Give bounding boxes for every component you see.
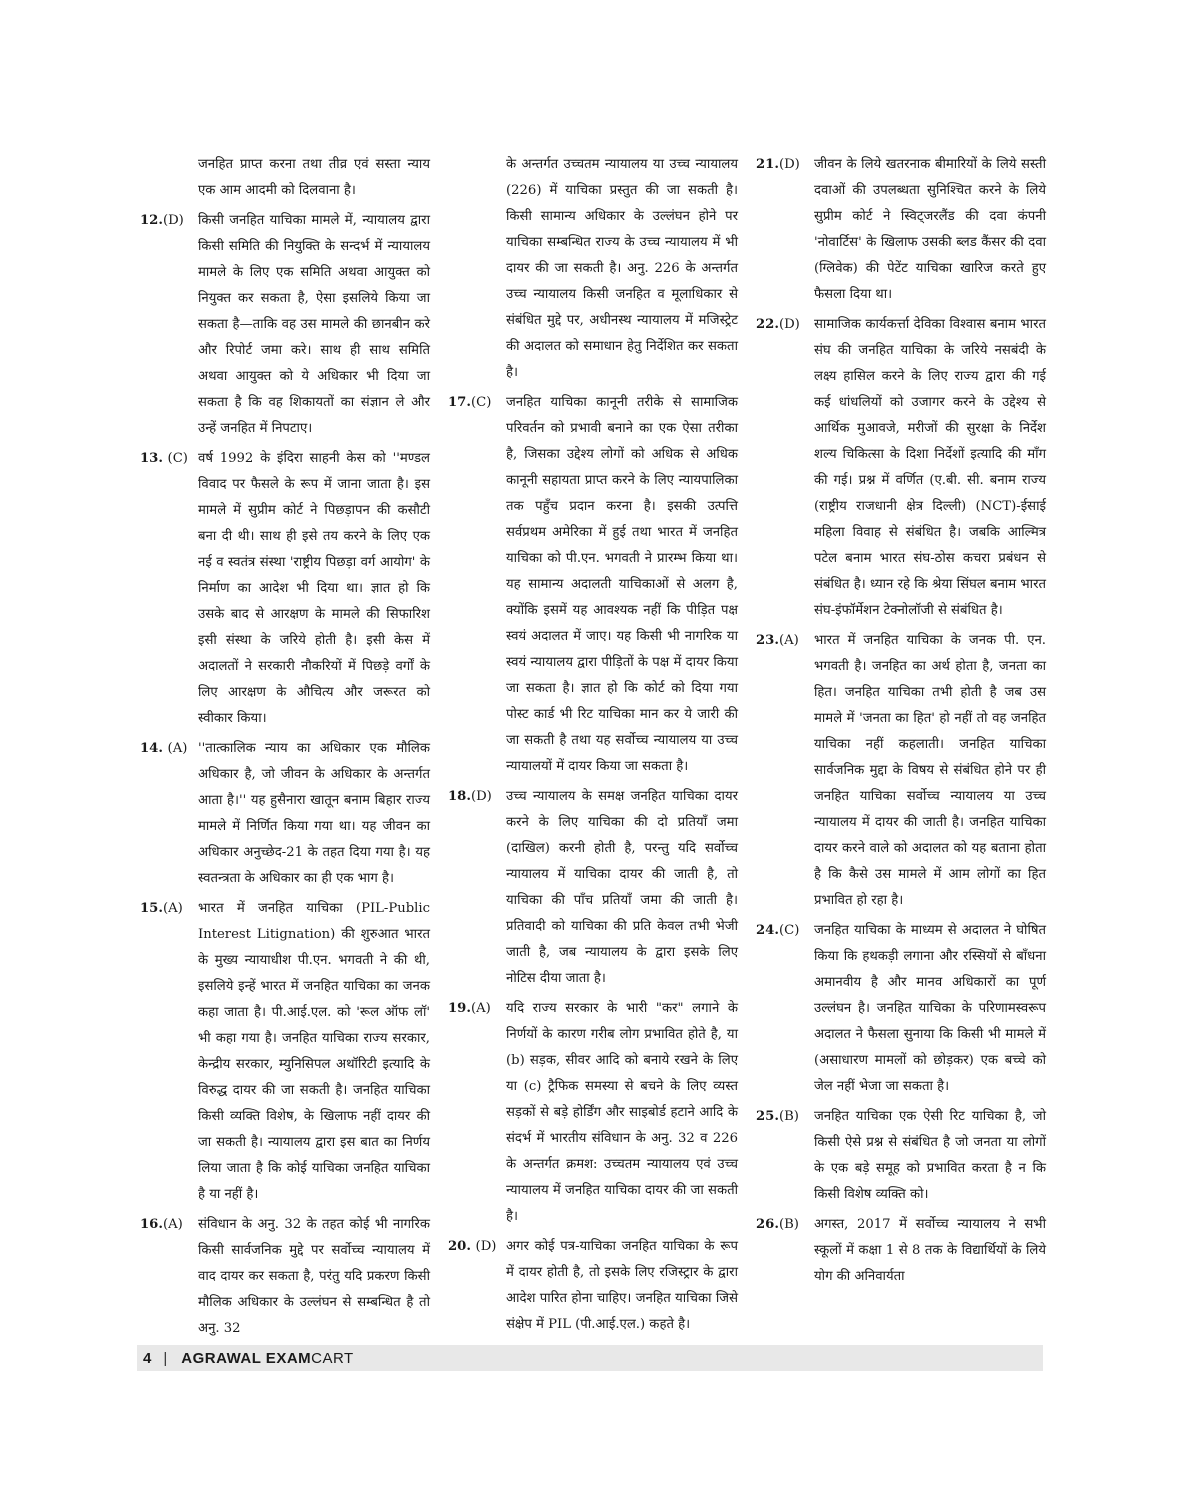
page-footer [137, 1345, 1043, 1371]
answer-explanation: जीवन के लिये खतरनाक बीमारियों के लिये सस्ती दवाओं की उपलब्धता सुनिश्चित करने के लिये सुप्रीम कोर्ट ने स्विट्जरलैंड की दवा कंपनी 'नोवार्टिस' के खिलाफ उसकी ब्लड कैंसर की दवा (ग्लिवेक) की पेटेंट याचिका खारिज करते हुए फैसला दिया था। [814, 157, 1046, 302]
answer-explanation: जनहित याचिका एक ऐसी रिट याचिका है, जो किसी ऐसे प्रश्न से संबंधित है जो जनता या लोगों के एक बड़े समूह को प्रभावित करता है न कि किसी विशेष व्यक्ति को। [814, 1109, 1046, 1202]
answer-number: 15.(A) [140, 901, 183, 916]
answer-explanation: सामाजिक कार्यकर्त्ता देविका विश्वास बनाम भारत संघ की जनहित याचिका के जरिये नसबंदी के लक्ष्य हासिल करने के लिए राज्य द्वारा की गई कई धांधलियों को उजागर करने के उद्देश्य से आर्थिक मुआवजे, मरीजों की सुरक्षा के निर्देश शल्य चिकित्सा के दिशा निर्देशों इत्यादि की माँग की गई। प्रश्न में वर्णित (ए.बी. सी. बनाम राज्य (राष्ट्रीय राजधानी क्षेत्र दिल्ली) (NCT)-ईसाई महिला विवाह से संबंधित है। जबकि आल्मित्र पटेल बनाम भारत संघ-ठोस कचरा प्रबंधन से संबंधित है। ध्यान रहे कि श्रेया सिंघल बनाम भारत संघ-इंफॉर्मेशन टेक्नोलॉजी से संबंधित है। [814, 317, 1046, 618]
answer-number: 25.(B) [756, 1109, 799, 1124]
answer-number: 23.(A) [756, 633, 799, 648]
answer-explanation: यदि राज्य सरकार के भारी "कर" लगाने के निर्णयों के कारण गरीब लोग प्रभावित होते है, या (b) सड़क, सीवर आदि को बनाये रखने के लिए या (c) ट्रैफिक समस्या से बचने के लिए व्यस्त सड़कों से बड़े होर्डिंग और साइबोर्ड हटाने आदि के संदर्भ में भारतीय संविधान के अनु. 32 व 226 के अन्तर्गत क्रमश: उच्चतम न्यायालय एवं उच्च न्यायालय में जनहित याचिका दायर की जा सकती है। [506, 1001, 738, 1224]
answer-number: 13. (C) [140, 451, 188, 466]
answer-number: 18.(D) [448, 789, 492, 804]
answer-explanation: अगस्त, 2017 में सर्वोच्च न्यायालय ने सभी स्कूलों में कक्षा 1 से 8 तक के विद्यार्थियों के लिये योग की अनिवार्यता [814, 1217, 1046, 1284]
answer-item-17 [448, 390, 738, 780]
answer-explanation: वर्ष 1992 के इंदिरा साहनी केस को ''मण्डल विवाद पर फैसले के रूप में जाना जाता है। इस मामले में सुप्रीम कोर्ट ने पिछड़ापन की कसौटी बना दी थी। साथ ही इसे तय करने के लिए एक नई व स्वतंत्र संस्था 'राष्ट्रीय पिछड़ा वर्ग आयोग' के निर्माण का आदेश भी दिया था। ज्ञात हो कि उसके बाद से आरक्षण के मामले की सिफारिश इसी संस्था के जरिये होती है। इसी केस में अदालतों ने सरकारी नौकरियों में पिछड़े वर्गों के लिए आरक्षण के औचित्य और जरूरत को स्वीकार किया। [198, 451, 430, 726]
answer-explanation: उच्च न्यायालय के समक्ष जनहित याचिका दायर करने के लिए याचिका की दो प्रतियाँ जमा (दाखिल) करनी होती है, परन्तु यदि सर्वोच्च न्यायालय में याचिका दायर की जाती है, तो याचिका की पाँच प्रतियाँ जमा की जाती है। प्रतिवादी को याचिका की प्रति केवल तभी भेजी जाती है, जब न्यायालय के द्वारा इसके लिए नोटिस दीया जाता है। [506, 789, 738, 986]
answer-item-15 [140, 896, 430, 1208]
answer-item-14 [140, 736, 430, 892]
answer-item-22 [756, 312, 1046, 624]
answer-item-24 [756, 918, 1046, 1100]
answer-explanation: जनहित याचिका कानूनी तरीके से सामाजिक परिवर्तन को प्रभावी बनाने का एक ऐसा तरीका है, जिसका उद्देश्य लोगों को अधिक से अधिक कानूनी सहायता प्राप्त करने के लिए न्यायपालिका तक पहुँच प्रदान करना है। इसकी उत्पत्ति सर्वप्रथम अमेरिका में हुई तथा भारत में जनहित याचिका को पी.एन. भगवती ने प्रारम्भ किया था। यह सामान्य अदालती याचिकाओं से अलग है, क्योंकि इसमें यह आवश्यक नहीं कि पीड़ित पक्ष स्वयं अदालत में जाए। यह किसी भी नागरिक या स्वयं न्यायालय द्वारा पीड़ितों के पक्ष में दायर किया जा सकता है। ज्ञात हो कि कोर्ट को दिया गया पोस्ट कार्ड भी रिट याचिका मान कर ये जारी की जा सकती है तथा यह सर्वोच्च न्यायालय या उच्च न्यायालयों में दायर किया जा सकता है। [506, 395, 738, 774]
footer-separator: | [163, 1349, 168, 1367]
continuation-text: जनहित प्राप्त करना तथा तीव्र एवं सस्ता न्याय एक आम आदमी को दिलवाना है। [198, 157, 430, 198]
answer-explanation: ''तात्कालिक न्याय का अधिकार एक मौलिक अधिकार है, जो जीवन के अधिकार के अन्तर्गत आता है।'' यह हुसैनारा खातून बनाम बिहार राज्य मामले में निर्णित किया गया था। यह जीवन का अधिकार अनुच्छेद-21 के तहत दिया गया है। यह स्वतन्त्रता के अधिकार का ही एक भाग है। [198, 741, 430, 886]
answer-item-12 [140, 208, 430, 442]
answer-item-25 [756, 1104, 1046, 1208]
answer-explanation: भारत में जनहित याचिका (PIL-Public Interest Litignation) की शुरुआत भारत के मुख्य न्यायाधीश पी.एन. भगवती ने की थी, इसलिये इन्हें भारत में जनहित याचिका का जनक कहा जाता है। पी.आई.एल. को 'रूल ऑफ लॉ' भी कहा गया है। जनहित याचिका राज्य सरकार, केन्द्रीय सरकार, म्युनिसिपल अथॉरिटी इत्यादि के विरुद्ध दायर की जा सकती है। जनहित याचिका किसी व्यक्ति विशेष, के खिलाफ नहीं दायर की जा सकती है। न्यायालय द्वारा इस बात का निर्णय लिया जाता है कि कोई याचिका जनहित याचिका है या नहीं है। [198, 901, 430, 1202]
answer-item-18 [448, 784, 738, 992]
answer-item-16 [140, 1212, 430, 1342]
page-number: 4 [143, 1349, 152, 1367]
column-right [756, 152, 1046, 1294]
answer-number: 21.(D) [756, 157, 800, 172]
answer-number: 22.(D) [756, 317, 800, 332]
answer-explanation: संविधान के अनु. 32 के तहत कोई भी नागरिक किसी सार्वजनिक मुद्दे पर सर्वोच्च न्यायालय में वाद दायर कर सकता है, परंतु यदि प्रकरण किसी मौलिक अधिकार के उल्लंघन से सम्बन्धित है तो अनु. 32 [198, 1217, 430, 1336]
answer-explanation: किसी जनहित याचिका मामले में, न्यायालय द्वारा किसी समिति की नियुक्ति के सन्दर्भ में न्यायालय मामले के लिए एक समिति अथवा आयुक्त को नियुक्त कर सकता है, ऐसा इसलिये किया जा सकता है—ताकि वह उस मामले की छानबीन करे और रिपोर्ट जमा करे। साथ ही साथ समिति अथवा आयुक्त को ये अधिकार भी दिया जा सकता है कि वह शिकायतों का संज्ञान ले और उन्हें जनहित में निपटाए। [198, 213, 430, 436]
answer-item-13 [140, 446, 430, 732]
column-middle [448, 152, 738, 1342]
answer-item-23 [756, 628, 1046, 914]
answer-item-26 [756, 1212, 1046, 1290]
answer-number: 19.(A) [448, 1001, 491, 1016]
publisher-brand: AGRAWAL EXAMCART [181, 1349, 354, 1367]
answer-item-21 [756, 152, 1046, 308]
answer-item-20 [448, 1234, 738, 1338]
answer-number: 20. (D) [448, 1239, 497, 1254]
answer-number: 16.(A) [140, 1217, 183, 1232]
answer-number: 17.(C) [448, 395, 492, 410]
answer-item-19 [448, 996, 738, 1230]
answer-number: 12.(D) [140, 213, 184, 228]
answer-explanation: अगर कोई पत्र-याचिका जनहित याचिका के रूप में दायर होती है, तो इसके लिए रजिस्ट्रार के द्वारा आदेश पारित होना चाहिए। जनहित याचिका जिसे संक्षेप में PIL (पी.आई.एल.) कहते है। [506, 1239, 738, 1332]
answer-explanation: जनहित याचिका के माध्यम से अदालत ने घोषित किया कि हथकड़ी लगाना और रस्सियों से बाँधना अमानवीय है और मानव अधिकारों का पूर्ण उल्लंघन है। जनहित याचिका के परिणामस्वरूप अदालत ने फैसला सुनाया कि किसी भी मामले में (असाधारण मामलों को छोड़कर) एक बच्चे को जेल नहीं भेजा जा सकता है। [814, 923, 1046, 1094]
continuation-text: के अन्तर्गत उच्चतम न्यायालय या उच्च न्यायालय (226) में याचिका प्रस्तुत की जा सकती है। किसी सामान्य अधिकार के उल्लंघन होने पर याचिका सम्बन्धित राज्य के उच्च न्यायालय में भी दायर की जा सकती है। अनु. 226 के अन्तर्गत उच्च न्यायालय किसी जनहित व मूलाधिकार से संबंधित मुद्दे पर, अधीनस्थ न्यायालय में मजिस्ट्रेट की अदालत को समाधान हेतु निर्देशित कर सकता है। [506, 157, 738, 380]
column-left [140, 152, 430, 1346]
answer-number: 24.(C) [756, 923, 800, 938]
answer-explanation: भारत में जनहित याचिका के जनक पी. एन. भगवती है। जनहित का अर्थ होता है, जनता का हित। जनहित याचिका तभी होती है जब उस मामले में 'जनता का हित' हो नहीं तो वह जनहित याचिका नहीं कहलाती। जनहित याचिका सार्वजनिक मुद्दा के विषय से संबंधित होने पर ही जनहित याचिका सर्वोच्च न्यायालय या उच्च न्यायालय में दायर की जाती है। जनहित याचिका दायर करने वाले को अदालत को यह बताना होता है कि कैसे उस मामले में आम लोगों का हित प्रभावित हो रहा है। [814, 633, 1046, 908]
answer-number: 14. (A) [140, 741, 188, 756]
answer-number: 26.(B) [756, 1217, 799, 1232]
